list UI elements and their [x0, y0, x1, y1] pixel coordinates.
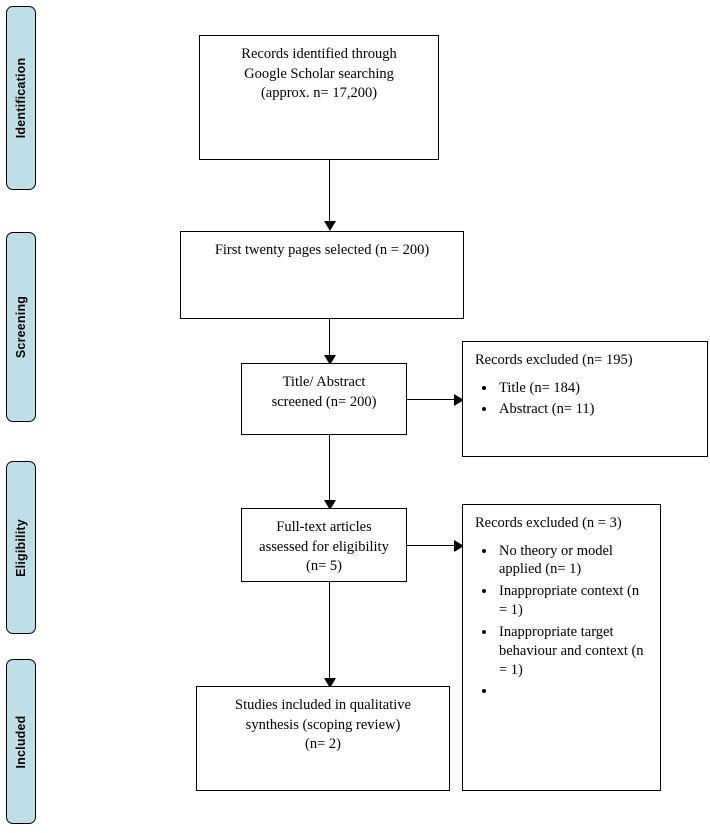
list-item: [497, 682, 650, 701]
box-records-identified: [199, 35, 439, 160]
box-studies-included-line-2: synthesis (scoping review): [245, 716, 401, 733]
box-records-identified-line-2: Google Scholar searching: [244, 65, 394, 82]
box-fulltext-assessed-line-3: (n= 5): [306, 558, 342, 575]
box-records-excluded-eligibility: [462, 504, 661, 791]
stage-label-eligibility: [6, 461, 36, 634]
box-title-abstract-screened-line-2: screened (n= 200): [271, 393, 377, 410]
box-fulltext-assessed-line-1: Full-text articles: [276, 519, 372, 535]
list-item: • Title (n= 184): [497, 379, 697, 398]
box-records-excluded-eligibility-heading: Records excluded (n = 3): [475, 515, 622, 531]
list-item: • Abstract (n= 11): [497, 400, 697, 419]
box-records-excluded-screening-list: [475, 379, 697, 420]
list-item: • No theory or model applied (n= 1): [497, 542, 650, 580]
stage-label-screening: [6, 232, 36, 422]
box-title-abstract-screened: [241, 363, 407, 435]
stage-label-eligibility-text: Eligibility: [14, 518, 28, 577]
box-first-twenty-pages: [180, 231, 464, 319]
box-fulltext-assessed: [241, 508, 407, 582]
box-studies-included: [196, 686, 450, 791]
box-first-twenty-pages-line-1: First twenty pages selected (n = 200): [214, 242, 430, 258]
box-records-identified-line-3: (approx. n= 17,200): [260, 85, 378, 102]
box-studies-included-line-1: Studies included in qualitative: [235, 697, 411, 713]
list-item: • Inappropriate target behaviour and context (n = 1): [497, 623, 650, 680]
stage-label-screening-text: Screening: [14, 295, 28, 359]
stage-label-included-text: Included: [14, 715, 28, 768]
stage-label-included: [6, 659, 36, 824]
box-studies-included-line-3: (n= 2): [305, 736, 341, 753]
list-item: • Inappropriate context (n = 1): [497, 582, 650, 620]
box-records-excluded-screening-heading: Records excluded (n= 195): [475, 352, 633, 368]
box-title-abstract-screened-line-1: Title/ Abstract: [282, 374, 366, 390]
box-records-excluded-screening: [462, 341, 708, 457]
box-records-excluded-eligibility-list: [475, 542, 650, 702]
box-records-identified-line-1: Records identified through: [241, 46, 397, 62]
stage-label-identification: [6, 6, 36, 190]
stage-label-identification-text: Identification: [14, 57, 28, 139]
box-fulltext-assessed-line-2: assessed for eligibility: [259, 538, 389, 555]
